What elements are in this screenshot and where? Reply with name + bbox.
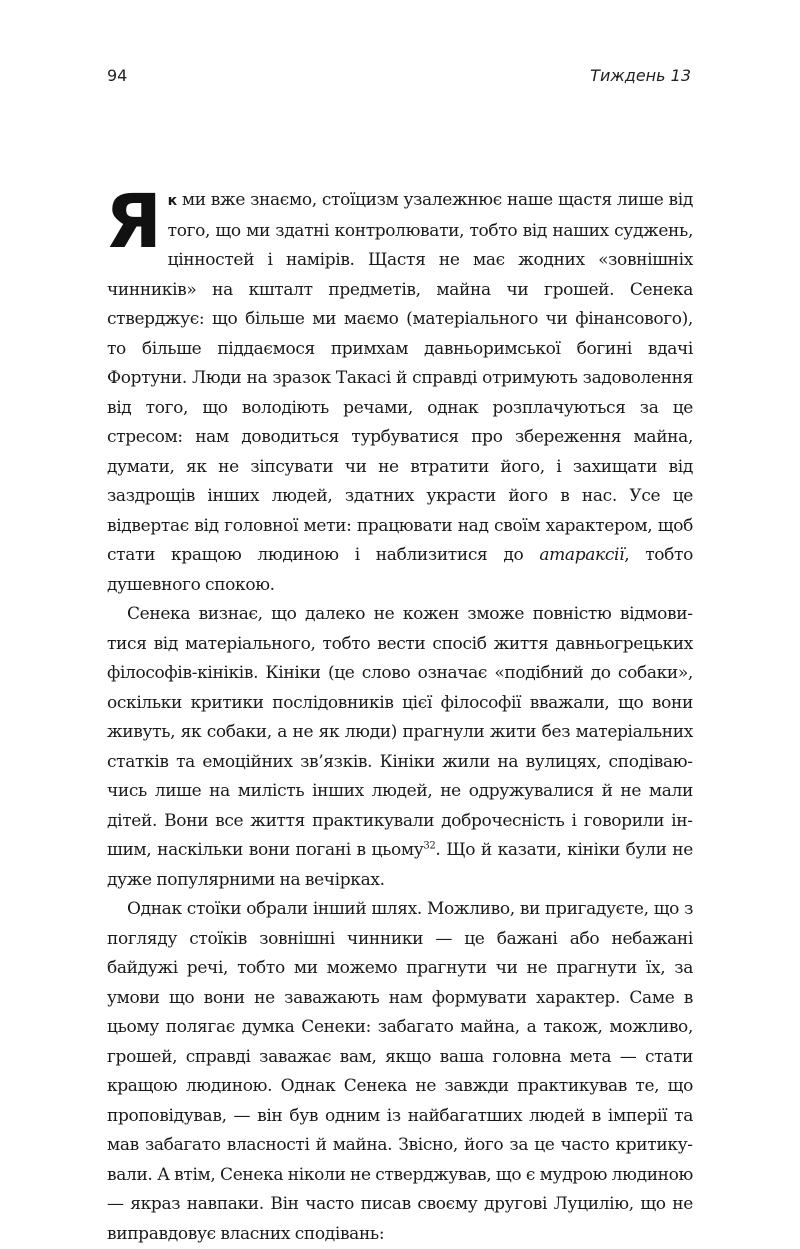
paragraph-1-text-b: , тобто душевного спокою. xyxy=(107,545,694,595)
lead-in-letter: к xyxy=(167,193,177,209)
paragraph-2-text-b: . Що й казати, кініки були не дуже популярними на вечірках. xyxy=(107,840,693,890)
drop-cap: Я xyxy=(105,179,162,265)
paragraph-2 xyxy=(107,600,693,895)
running-head: Тиждень 13 xyxy=(590,66,691,85)
footnote-ref[interactable]: 32 xyxy=(423,840,436,852)
page-number: 94 xyxy=(107,66,128,85)
paragraph-1 xyxy=(105,179,694,600)
paragraph-1-text-a: ми вже знаємо, стоїцизм узалежнює наше щастя лише від того, що ми здатні контролювати, тобто від наших суджень, цінностей і намірів. Щастя не має жодних «зовнішніх чинників» на кшталт предметів, майна чи грошей. Сенека стверджує: що більше ми маємо (матеріального чи фінансового), то більше піддаємося примхам давньоримської богині вдачі Фортуни. Люди на зразок Такасі й справді отримують задоволення від того, що володіють речами, однак розплачуються за це стресом: нам доводиться турбуватися про збереження майна, думати, як не зіпсувати чи не втратити його, і захищати від заздрощів інших людей, здатних украсти його в нас. Усе це відвертає від головної мети: працювати над своїм характером, щоб стати кращою людиною і наблизитися до xyxy=(107,190,693,565)
body-text xyxy=(105,179,694,1249)
paragraph-3: Однак стоїки обрали інший шлях. Можливо, ви пригадуєте, що з погляду стоїків зовнішні чинники — це бажані або небажані байдужі речі, тобто ми можемо прагнути чи не прагнути їх, за умови що вони не заважають нам формувати характер. Саме в цьому полягає думка Сенеки: забагато майна, а також, можливо, грошей, справді заважає вам, якщо ваша головна мета — стати кращою людиною. Однак Сенека не завжди практикував те, що проповідував, — він був одним із найбагатших людей в імперії та мав забагато власності й майна. Звісно, його за це часто критикували. А втім, Сенека ніколи не стверджував, що є мудрою людиною — якраз навпаки. Він часто писав своєму другові Луцилію, що не виправдовує власних сподівань: xyxy=(107,899,693,1244)
emphasis-ataraxia: атараксії xyxy=(539,545,625,565)
paragraph-2-text-a: Сенека визнає, що далеко не кожен зможе повністю відмовитися від матеріального, тобто вести спосіб життя давньогрецьких філософів-кініків. Кініки (це слово означає «подібний до собаки», оскільки критики послідовників цієї філософії вважали, що вони живуть, як собаки, а не як люди) прагнули жити без матеріальних статків та емоційних зв’язків. Кініки жили на вулицях, сподіваючись лише на милість інших людей, не одружувалися й не мали дітей. Вони все життя практикували доброчесність і говорили іншим, наскільки вони погані в цьому xyxy=(107,604,693,860)
